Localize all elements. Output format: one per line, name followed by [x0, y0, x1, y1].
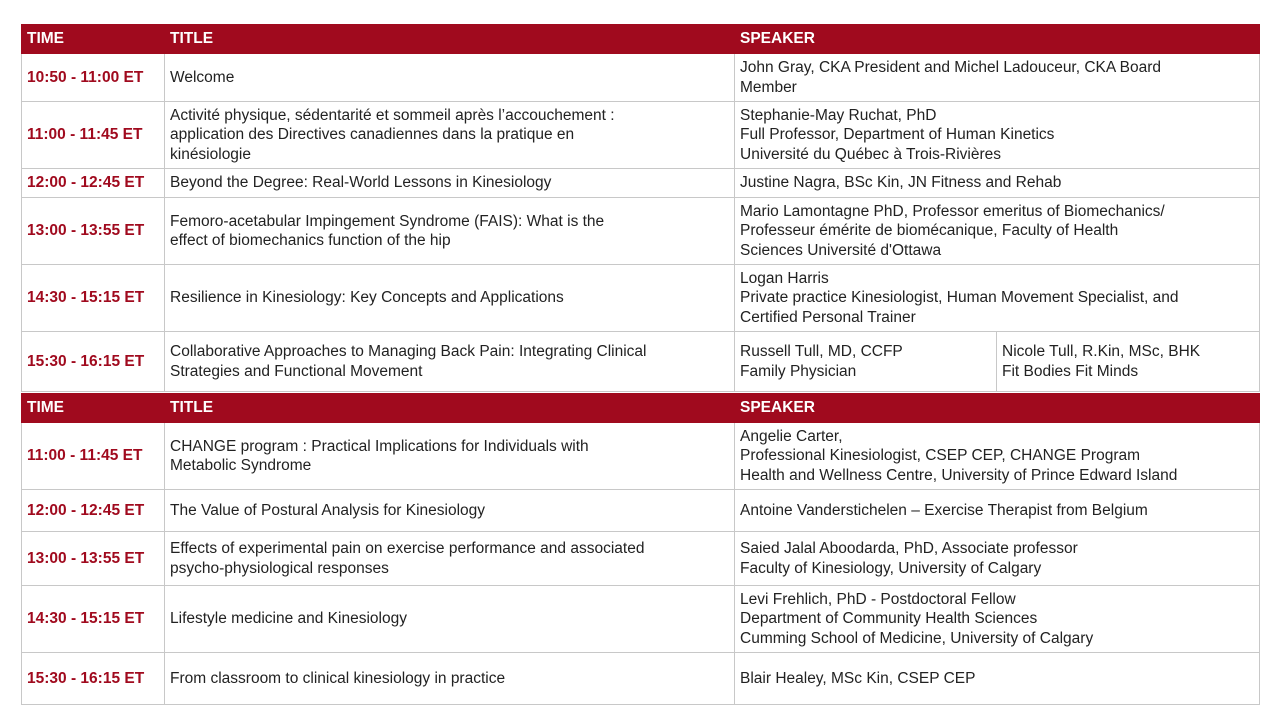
- session-title: From classroom to clinical kinesiology in practice: [165, 653, 735, 705]
- session-time: 14:30 - 15:15 ET: [22, 265, 165, 332]
- session-title: CHANGE program : Practical Implications for Individuals with Metabolic Syndrome: [165, 423, 735, 490]
- session-speaker: Angelie Carter, Professional Kinesiologist, CSEP CEP, CHANGE Program Health and Wellness Centre, University of Prince Edward Island: [735, 423, 1260, 490]
- session-title: Welcome: [165, 54, 735, 102]
- table-row: [22, 265, 1260, 332]
- schedule-table-1: [21, 24, 1260, 392]
- schedule-table-2: [21, 393, 1260, 705]
- session-time: 13:00 - 13:55 ET: [22, 532, 165, 586]
- table-row: [22, 54, 1260, 102]
- session-speaker: Russell Tull, MD, CCFP Family Physician: [735, 332, 997, 392]
- table-row: [22, 490, 1260, 532]
- session-speaker: Levi Frehlich, PhD - Postdoctoral Fellow Department of Community Health Sciences Cumming School of Medicine, University of Calgary: [735, 586, 1260, 653]
- table-row: [22, 586, 1260, 653]
- session-title: Activité physique, sédentarité et sommeil après l’accouchement : application des Directives canadiennes dans la pratique en kinésiologie: [165, 102, 735, 169]
- session-speaker: John Gray, CKA President and Michel Ladouceur, CKA Board Member: [735, 54, 1260, 102]
- header-speaker: SPEAKER: [735, 394, 1260, 423]
- session-time: 12:00 - 12:45 ET: [22, 490, 165, 532]
- session-speaker: Mario Lamontagne PhD, Professor emeritus of Biomechanics/ Professeur émérite de biomécanique, Faculty of Health Sciences Université d'Ottawa: [735, 198, 1260, 265]
- session-title: The Value of Postural Analysis for Kinesiology: [165, 490, 735, 532]
- session-title: Femoro-acetabular Impingement Syndrome (FAIS): What is the effect of biomechanics function of the hip: [165, 198, 735, 265]
- header-speaker: SPEAKER: [735, 25, 1260, 54]
- header-row: [22, 394, 1260, 423]
- session-speaker: Blair Healey, MSc Kin, CSEP CEP: [735, 653, 1260, 705]
- table-row: [22, 102, 1260, 169]
- table-row: [22, 332, 1260, 392]
- session-time: 13:00 - 13:55 ET: [22, 198, 165, 265]
- session-speaker: Logan Harris Private practice Kinesiologist, Human Movement Specialist, and Certified Personal Trainer: [735, 265, 1260, 332]
- header-time: TIME: [22, 25, 165, 54]
- table-row: [22, 198, 1260, 265]
- session-time: 11:00 - 11:45 ET: [22, 423, 165, 490]
- session-speaker: Antoine Vanderstichelen – Exercise Therapist from Belgium: [735, 490, 1260, 532]
- session-time: 12:00 - 12:45 ET: [22, 169, 165, 198]
- header-row: [22, 25, 1260, 54]
- session-speaker: Stephanie-May Ruchat, PhD Full Professor, Department of Human Kinetics Université du Québec à Trois-Rivières: [735, 102, 1260, 169]
- session-speaker: Nicole Tull, R.Kin, MSc, BHK Fit Bodies Fit Minds: [997, 332, 1260, 392]
- table-row: [22, 532, 1260, 586]
- session-title: Collaborative Approaches to Managing Back Pain: Integrating Clinical Strategies and Functional Movement: [165, 332, 735, 392]
- session-time: 15:30 - 16:15 ET: [22, 332, 165, 392]
- table-row: [22, 423, 1260, 490]
- session-time: 15:30 - 16:15 ET: [22, 653, 165, 705]
- header-title: TITLE: [165, 25, 735, 54]
- session-time: 14:30 - 15:15 ET: [22, 586, 165, 653]
- session-speaker: Saied Jalal Aboodarda, PhD, Associate professor Faculty of Kinesiology, University of Calgary: [735, 532, 1260, 586]
- session-time: 11:00 - 11:45 ET: [22, 102, 165, 169]
- table-row: [22, 169, 1260, 198]
- table-row: [22, 653, 1260, 705]
- session-speaker: Justine Nagra, BSc Kin, JN Fitness and Rehab: [735, 169, 1260, 198]
- header-time: TIME: [22, 394, 165, 423]
- session-time: 10:50 - 11:00 ET: [22, 54, 165, 102]
- session-title: Beyond the Degree: Real-World Lessons in Kinesiology: [165, 169, 735, 198]
- session-title: Lifestyle medicine and Kinesiology: [165, 586, 735, 653]
- session-title: Resilience in Kinesiology: Key Concepts and Applications: [165, 265, 735, 332]
- header-title: TITLE: [165, 394, 735, 423]
- session-title: Effects of experimental pain on exercise performance and associated psycho-physiological responses: [165, 532, 735, 586]
